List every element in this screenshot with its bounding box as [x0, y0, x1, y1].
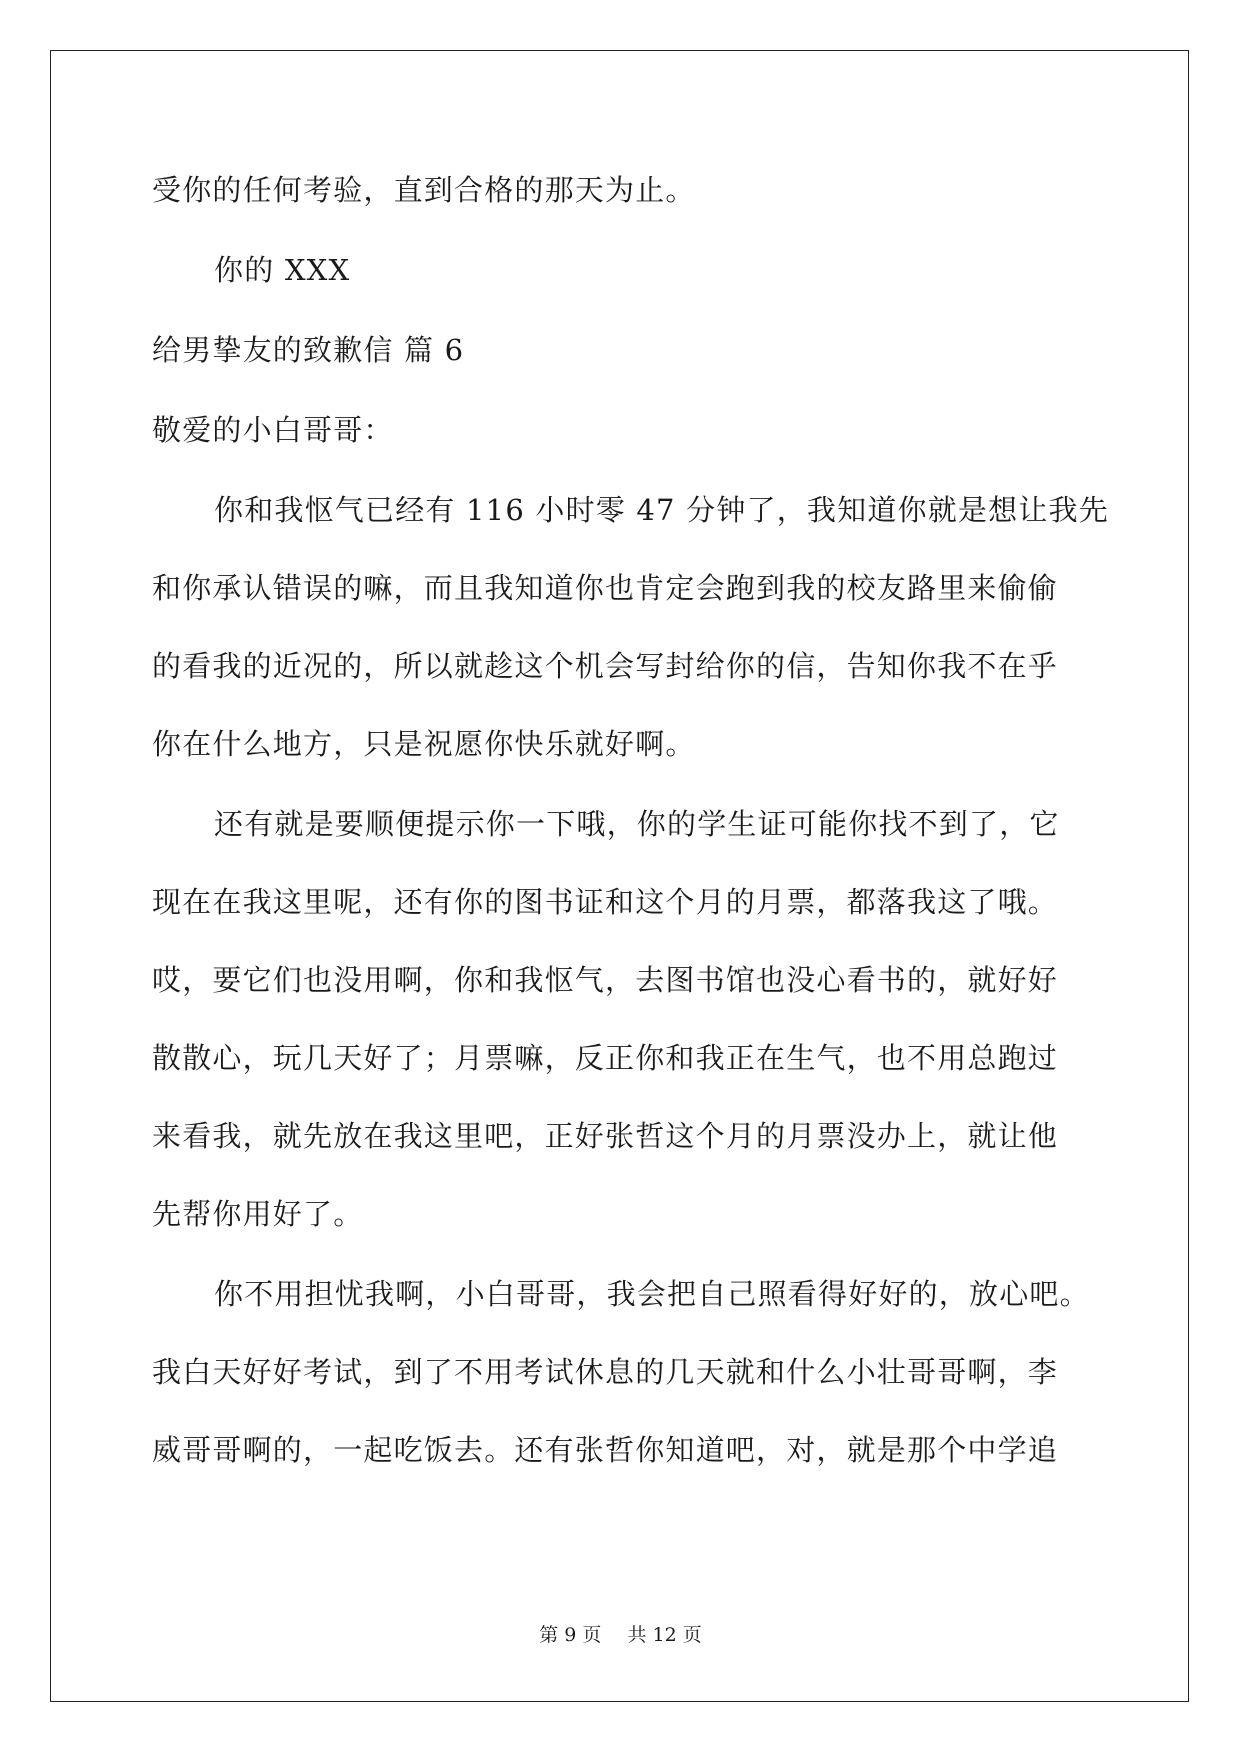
- salutation: 敬爱的小白哥哥：: [152, 413, 394, 447]
- text-line: 来看我，就先放在我这里吧，正好张哲这个月的月票没办上，就让他: [152, 1119, 1059, 1153]
- text-line: 受你的任何考验，直到合格的那天为止。: [152, 173, 696, 207]
- text-line: 哎，要它们也没用啊，你和我怄气，去图书馆也没心看书的，就好好: [152, 963, 1059, 997]
- text-line: 我白天好好考试，到了不用考试休息的几天就和什么小壮哥哥啊，李: [152, 1355, 1059, 1389]
- text-line: 还有就是要顺便提示你一下哦，你的学生证可能你找不到了，它: [214, 807, 1060, 841]
- text-line: 威哥哥啊的，一起吃饭去。还有张哲你知道吧，对，就是那个中学追: [152, 1433, 1059, 1467]
- page-footer: [0, 1622, 1241, 1648]
- text-line: 的看我的近况的，所以就趁这个机会写封给你的信，告知你我不在乎: [152, 649, 1059, 683]
- page-total: 共 12 页: [627, 1624, 702, 1646]
- text-line: 先帮你用好了。: [152, 1197, 364, 1231]
- text-line: 你在什么地方，只是祝愿你快乐就好啊。: [152, 727, 696, 761]
- text-line: 现在在我这里呢，还有你的图书证和这个月的月票，都落我这了哦。: [152, 885, 1059, 919]
- section-heading: 给男挚友的致歉信 篇 6: [152, 333, 465, 367]
- page-number: 第 9 页: [539, 1624, 602, 1646]
- text-line: 和你承认错误的嘛，而且我知道你也肯定会跑到我的校友路里来偷偷: [152, 571, 1059, 605]
- signature-line: 你的 XXX: [214, 253, 351, 287]
- text-line: 你不用担忧我啊，小白哥哥，我会把自己照看得好好的，放心吧。: [214, 1277, 1090, 1311]
- text-line: 你和我怄气已经有 116 小时零 47 分钟了，我知道你就是想让我先: [214, 493, 1109, 527]
- text-line: 散散心，玩几天好了；月票嘛，反正你和我正在生气，也不用总跑过: [152, 1041, 1059, 1075]
